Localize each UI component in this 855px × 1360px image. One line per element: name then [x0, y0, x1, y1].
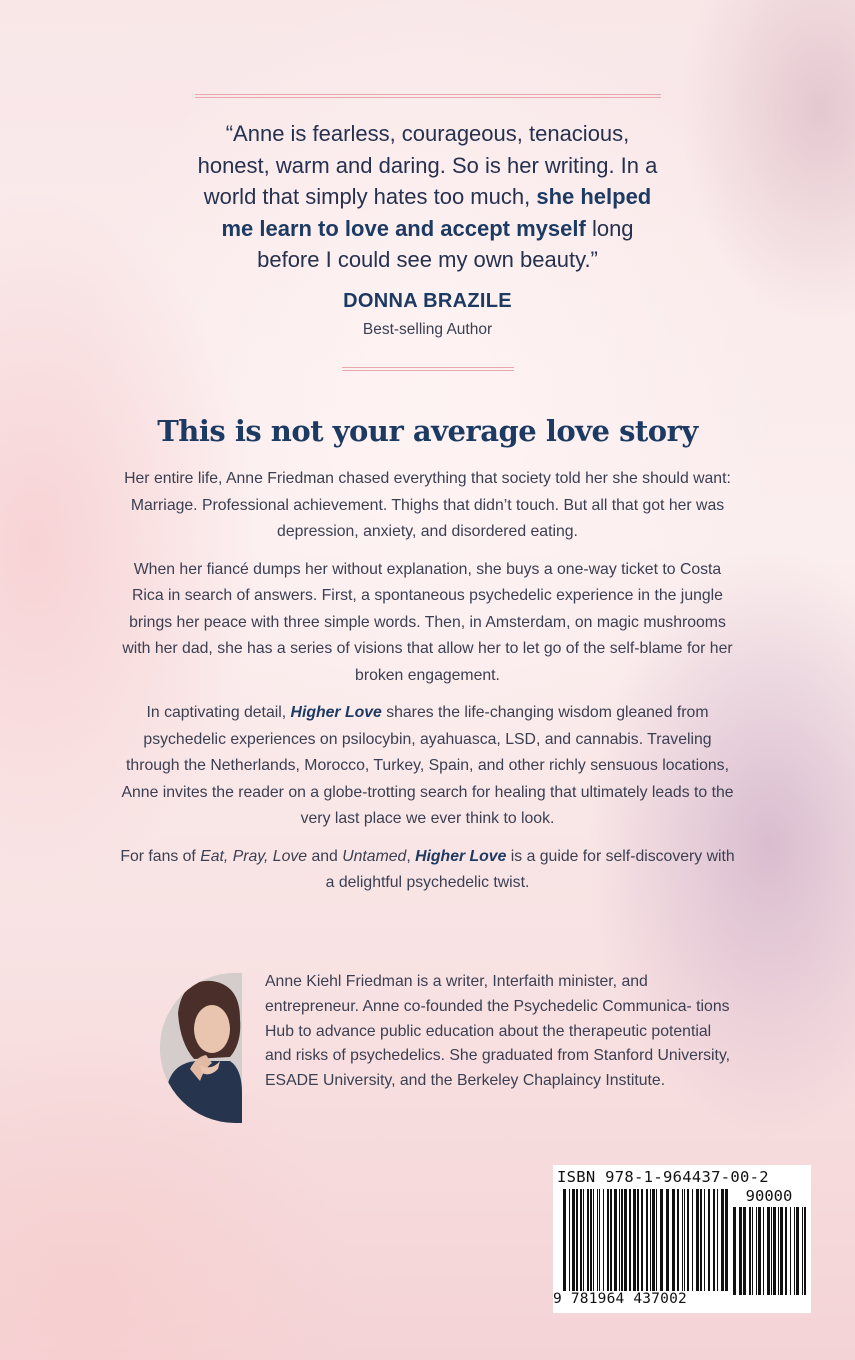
barcode-bar [749, 1207, 751, 1295]
barcode-bar [587, 1189, 589, 1307]
book-description [120, 466, 735, 908]
barcode-bar [752, 1207, 753, 1295]
barcode-bar [569, 1189, 570, 1307]
p3-body: shares the life-changing wisdom gleaned from psychedelic experiences on psilocybin, ayahuasca, LSD, and cannabis. Traveling through the Netherlands, Morocco, Turkey, Spain, and other richly sensuous locations, Anne invites the reader on a globe-trotting search for healing that ultimately leads to the very last place we ever think to look. [121, 704, 734, 827]
barcode-bar [614, 1189, 617, 1307]
author-portrait-illustration [160, 973, 242, 1123]
barcode-bar [721, 1189, 724, 1307]
page-headline: This is not your average love story [157, 414, 698, 448]
barcode-bar [804, 1207, 806, 1295]
barcode-bar [652, 1189, 655, 1307]
barcode-bar [682, 1189, 683, 1307]
quote-text-end: long before I could see my own beauty.” [257, 215, 634, 272]
barcode-bar [767, 1207, 770, 1295]
p3-intro: In captivating detail, [146, 704, 291, 721]
barcode-bar [790, 1207, 791, 1295]
barcode-bar [725, 1189, 728, 1307]
barcode-bar [733, 1207, 736, 1295]
description-paragraph-1: Her entire life, Anne Friedman chased everything that society told her she should want: Marriage. Professional achievement. Thighs that didn’t touch. But all that got her was depression, anxiety, and disordered eating. [124, 470, 731, 540]
barcode-bar [629, 1189, 631, 1307]
barcode-bar [583, 1189, 584, 1307]
quote-author-role: Best-selling Author [362, 321, 493, 338]
barcode-bar [758, 1207, 761, 1295]
barcode-bar [597, 1189, 598, 1307]
barcode-bar [660, 1189, 663, 1307]
description-paragraph-3 [120, 700, 735, 833]
barcode-bar [624, 1189, 627, 1307]
p4-lead: For fans of [120, 847, 201, 865]
barcode-bar [794, 1207, 795, 1295]
isbn-barcode [553, 1165, 811, 1313]
author-photo [160, 973, 242, 1123]
barcode-bar [785, 1207, 787, 1295]
description-paragraph-4 [120, 844, 735, 897]
barcode-bar [778, 1207, 779, 1295]
barcode-bar [771, 1207, 772, 1295]
barcode-bar [590, 1189, 592, 1307]
barcode-bar [610, 1189, 612, 1307]
barcode-bar [641, 1189, 643, 1307]
barcode-bar [773, 1207, 776, 1295]
barcode-bar [580, 1189, 582, 1307]
barcode-bar [802, 1207, 803, 1295]
barcode-bar [756, 1207, 757, 1295]
comp-title-2: Untamed [342, 847, 407, 865]
barcode-bar [743, 1207, 746, 1295]
book-title: Higher Love [290, 704, 382, 721]
p4-and: and [307, 847, 343, 865]
book-title-2: Higher Love [415, 847, 507, 865]
barcode-bar [563, 1189, 566, 1307]
barcode-bar [666, 1189, 669, 1307]
barcode-bar [593, 1189, 594, 1307]
barcode-bar [677, 1189, 679, 1307]
addon-barcode-bars [733, 1207, 807, 1295]
author-bio: Anne Kiehl Friedman is a writer, Interfaith minister, and entrepreneur. Anne co-founded the Psychedelic Communica- tions Hub to advance public education about the therapeutic potential and risks of psychedelics. She graduated from Stanford University, ESADE University, and the Berkeley Chaplaincy Institute. [265, 973, 731, 1090]
comp-title-1: Eat, Pray, Love [200, 847, 308, 865]
ean-barcode-bars [563, 1189, 731, 1307]
barcode-bar [603, 1189, 604, 1307]
barcode-bar [704, 1189, 705, 1307]
barcode-bar [796, 1207, 799, 1295]
barcode-bar [692, 1189, 693, 1307]
barcode-bar [672, 1189, 675, 1307]
barcode-bar [599, 1189, 600, 1307]
barcode-bar [739, 1207, 742, 1295]
p4-comma: , [406, 847, 416, 865]
p4-end: is a guide for self-discovery with a delightful psychedelic twist. [325, 847, 735, 891]
barcode-digits: 9 781964 437002 [553, 1291, 733, 1307]
barcode-bar [619, 1189, 620, 1307]
quote-top-divider [195, 94, 661, 98]
barcode-bar [572, 1189, 575, 1307]
barcode-bar [576, 1189, 578, 1307]
description-paragraph-2: When her fiancé dumps her without explanation, she buys a one-way ticket to Costa Rica in search of answers. First, a spontaneous psychedelic experience in the jungle brings her peace with three simple words. Then, in Amsterdam, on magic mushrooms with her dad, she has a series of visions that allow her to let go of the self-blame for her broken engagement. [122, 560, 733, 684]
barcode-bar [656, 1189, 657, 1307]
price-addon-label: 90000 [745, 1187, 793, 1205]
quote-author: DONNA BRAZILE [343, 290, 512, 312]
barcode-bar [684, 1189, 685, 1307]
quote-text-start: “Anne is fearless, courageous, tenacious, honest, warm and daring. So is her writing. In a world that simply hates too much, [197, 121, 658, 209]
barcode-bar [650, 1189, 651, 1307]
isbn-label: ISBN 978-1-964437-00-2 [557, 1168, 769, 1186]
barcode-bar [780, 1207, 783, 1295]
barcode-bar [621, 1189, 623, 1307]
quote-bottom-divider [342, 367, 514, 371]
barcode-bar [763, 1207, 764, 1295]
barcode-bar [637, 1189, 639, 1307]
barcode-bar [717, 1189, 718, 1307]
barcode-bar [687, 1189, 689, 1307]
endorsement-quote [190, 118, 665, 276]
barcode-bar [696, 1189, 699, 1307]
barcode-bar [708, 1189, 710, 1307]
barcode-bar [700, 1189, 702, 1307]
barcode-bar [607, 1189, 609, 1307]
barcode-bar [633, 1189, 636, 1307]
barcode-bar [646, 1189, 648, 1307]
barcode-bar [713, 1189, 715, 1307]
quote-emphasis: she helped me learn to love and accept myself [221, 184, 652, 241]
